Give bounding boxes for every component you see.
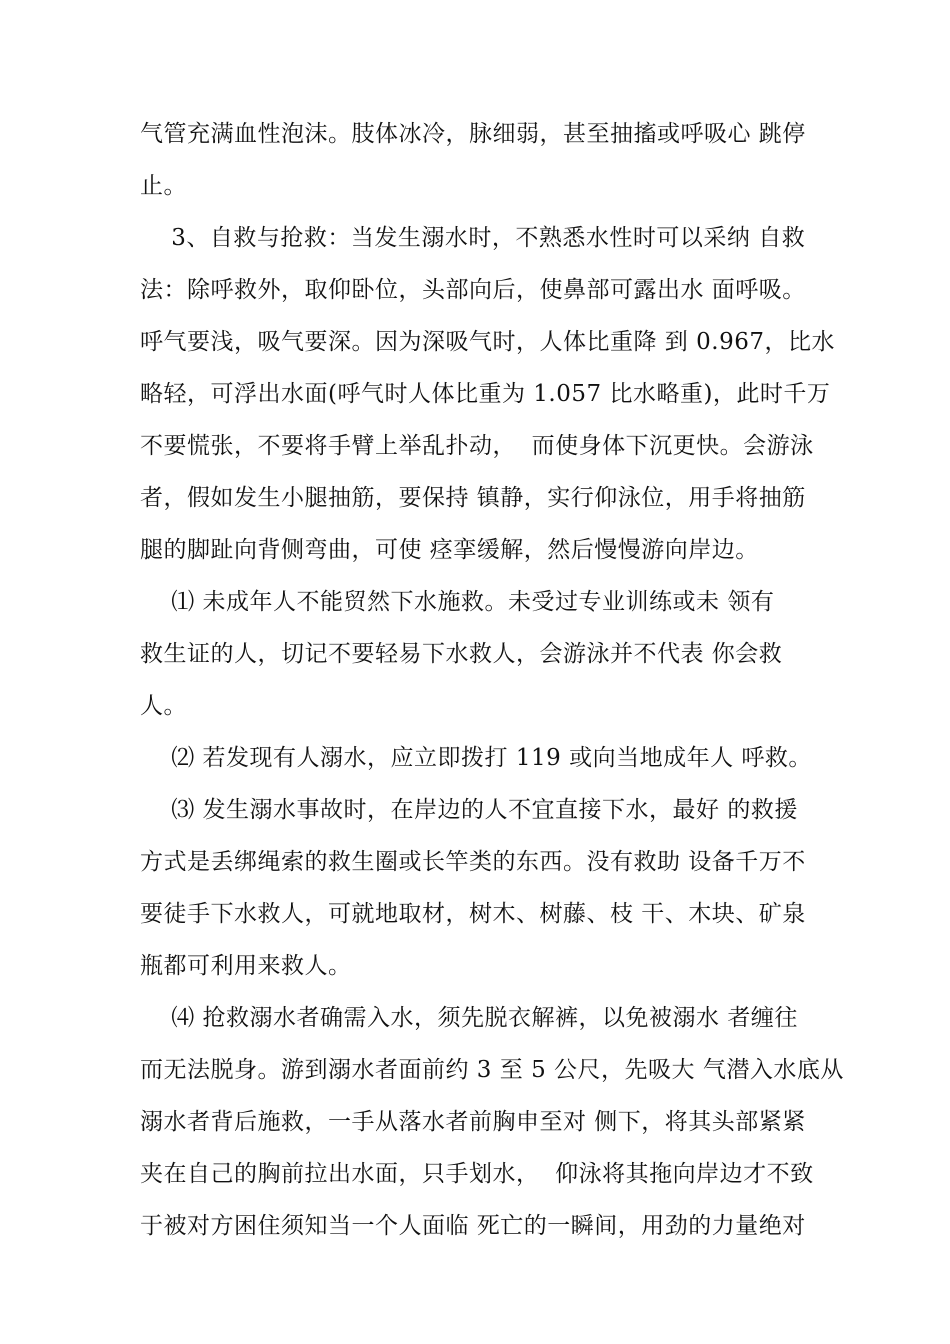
document-body: [140, 108, 844, 1252]
paragraph-start-line: ⑴ 未成年人不能贸然下水施救。未受过专业训练或未 领有: [140, 589, 775, 615]
paragraph-start-line: ⑵ 若发现有人溺水，应立即拨打 119 或向当地成年人 呼救。: [140, 745, 812, 771]
paragraph-start-line: ⑷ 抢救溺水者确需入水，须先脱衣解裤，以免被溺水 者缠往: [140, 1005, 798, 1031]
text-line: 气管充满血性泡沫。肢体冰冷，脉细弱，甚至抽搐或呼吸心 跳停: [140, 121, 806, 147]
text-line: 于被对方困住须知当一个人面临 死亡的一瞬间，用劲的力量绝对: [140, 1213, 806, 1239]
text-line: 腿的脚趾向背侧弯曲，可使 痉挛缓解，然后慢慢游向岸边。: [140, 537, 759, 563]
text-line: 呼气要浅，吸气要深。因为深吸气时，人体比重降 到 0.967，比水: [140, 329, 835, 355]
text-line: 方式是丢绑绳索的救生圈或长竿类的东西。没有救助 设备千万不: [140, 849, 806, 875]
text-line: 而无法脱身。游到溺水者面前约 3 至 5 公尺，先吸大 气潜入水底从: [140, 1057, 844, 1083]
text-line: 法：除呼救外，取仰卧位，头部向后，使鼻部可露出水 面呼吸。: [140, 277, 806, 303]
text-line: 略轻，可浮出水面(呼气时人体比重为 1.057 比水略重)，此时千万: [140, 381, 831, 407]
paragraph-start-line: ⑶ 发生溺水事故时，在岸边的人不宜直接下水，最好 的救援: [140, 797, 798, 823]
text-line: 溺水者背后施救，一手从落水者前胸申至对 侧下，将其头部紧紧: [140, 1109, 806, 1135]
text-line: 人。: [140, 693, 187, 719]
text-line: 救生证的人，切记不要轻易下水救人，会游泳并不代表 你会救: [140, 641, 783, 667]
text-line: 不要慌张，不要将手臂上举乱扑动， 而使身体下沉更快。会游泳: [140, 433, 814, 459]
text-line: 者，假如发生小腿抽筋，要保持 镇静，实行仰泳位，用手将抽筋: [140, 485, 806, 511]
text-line: 止。: [140, 173, 187, 199]
text-line: 要徒手下水救人，可就地取材，树木、树藤、枝 干、木块、矿泉: [140, 901, 806, 927]
text-line: 夹在自己的胸前拉出水面，只手划水， 仰泳将其拖向岸边才不致: [140, 1161, 814, 1187]
text-line: 瓶都可利用来救人。: [140, 953, 352, 979]
paragraph-start-line: 3、自救与抢救：当发生溺水时，不熟悉水性时可以采纳 自救: [140, 225, 806, 251]
